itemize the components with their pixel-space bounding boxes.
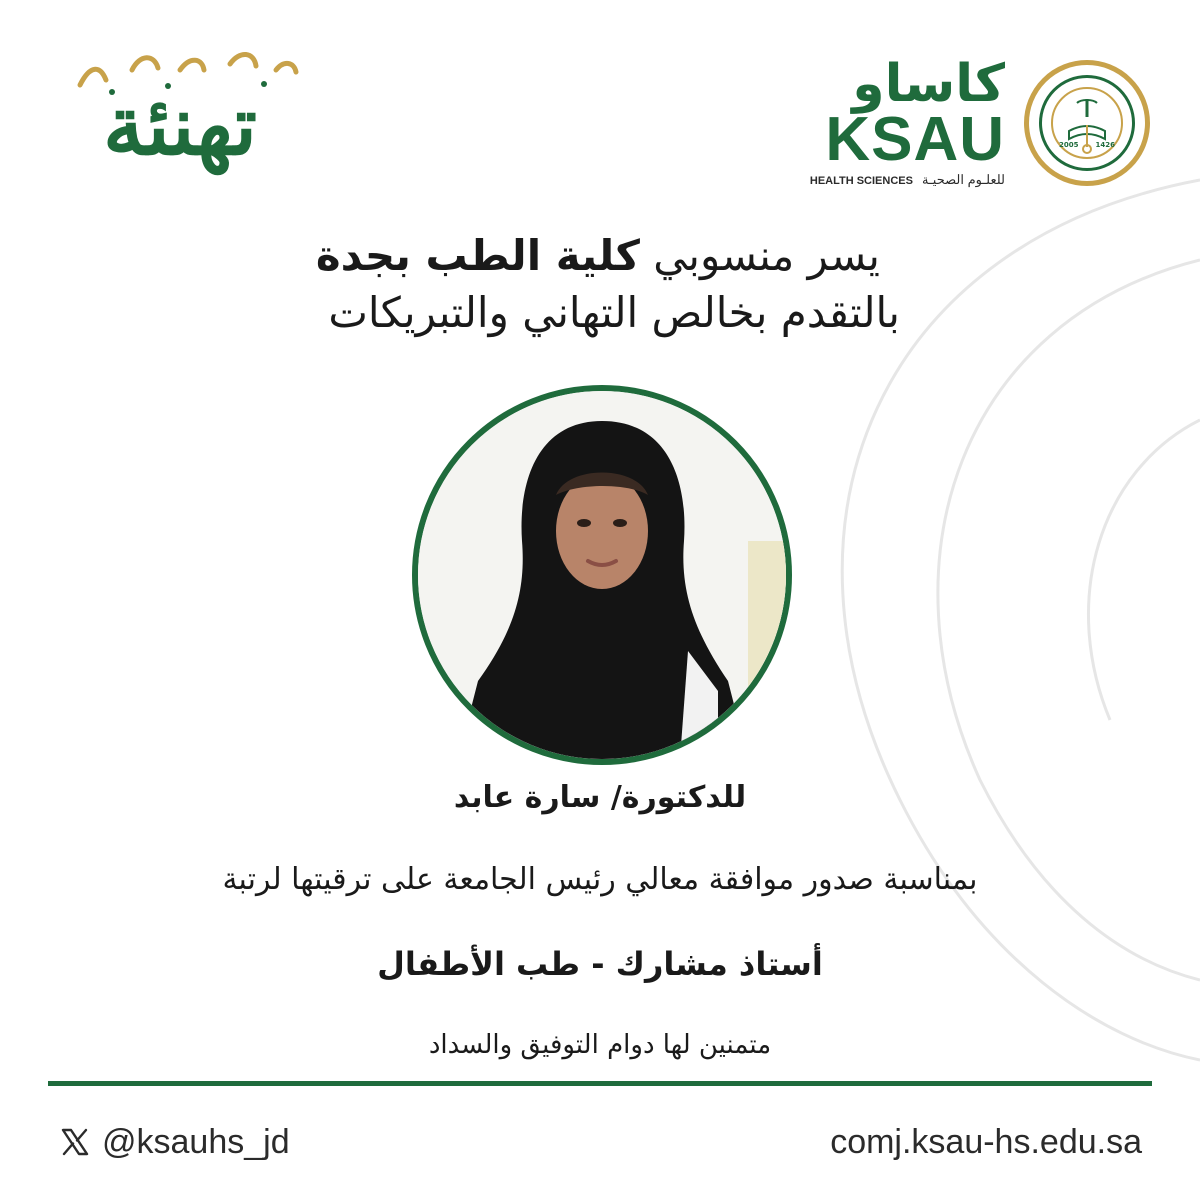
brand-subtitle (785, 172, 1005, 188)
headline-college: كلية الطب بجدة (315, 231, 640, 280)
tahniah-text: تهنئة (102, 78, 258, 174)
handle-text: @ksauhs_jd (102, 1122, 290, 1161)
website-link[interactable]: comj.ksau-hs.edu.sa (830, 1123, 1142, 1161)
headline-prefix: يسر منسوبي (639, 231, 880, 280)
honoree-name: للدكتورة/ سارة عابد (453, 780, 747, 815)
closing-wish: متمنين لها دوام التوفيق والسداد (428, 1030, 772, 1060)
seal-emblem-icon (1029, 65, 1145, 181)
brand-arabic: كاساو (852, 54, 1005, 114)
x-logo-icon (60, 1127, 90, 1157)
brand-sub-arabic: للعلـوم الصحيـة (922, 172, 1005, 187)
academic-rank: أستاذ مشارك - طب الأطفال (377, 945, 823, 983)
social-handle[interactable] (60, 1120, 290, 1164)
university-seal-icon (1024, 60, 1150, 186)
seal-year-right: 1426 (1095, 141, 1115, 149)
brand-sub-english: HEALTH SCIENCES (809, 175, 913, 187)
headline-line-1 (0, 228, 1200, 284)
occasion-text: بمناسبة صدور موافقة معالي رئيس الجامعة على ترقيتها لرتبة (222, 862, 978, 897)
person-silhouette-icon (418, 391, 786, 759)
tahniah-calligraphy (40, 40, 320, 200)
brand-english: KSAU (825, 105, 1005, 174)
ksau-logo (790, 54, 1150, 210)
headline (0, 228, 1200, 342)
seal-year-left: 2005 (1059, 141, 1079, 149)
footer-divider (48, 1081, 1152, 1086)
portrait-photo (412, 385, 792, 765)
headline-line-2: بالتقدم بخالص التهاني والتبريكات (328, 288, 900, 337)
